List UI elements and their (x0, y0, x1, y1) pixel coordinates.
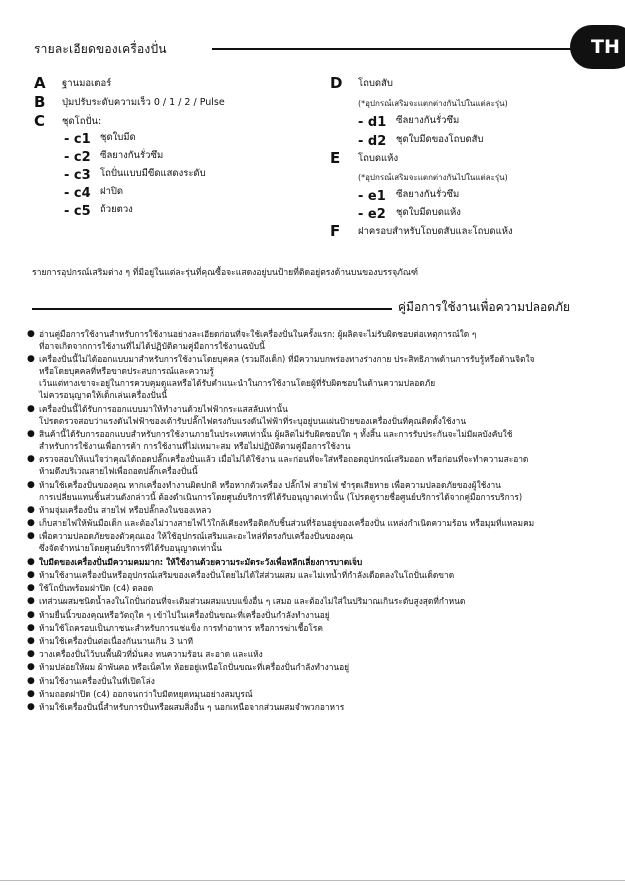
safety-bullet-item (27, 675, 605, 687)
part-note: (*อุปกรณ์เสริมจะแตกต่างกันไปในแต่ละรุ่น) (358, 173, 508, 182)
safety-bullet-item (27, 688, 605, 700)
safety-bullet-item (27, 635, 605, 647)
subpart-code: - c1 (64, 132, 91, 147)
safety-bullet-item (27, 648, 605, 660)
bullet-dot: ● (27, 518, 35, 529)
bullet-line: ห้ามจุ่มเครื่องปั่น สายไฟ หรือปลั๊กลงในของเหลว (39, 505, 212, 515)
subpart-label: ชุดใบมีด (100, 132, 136, 143)
bullet-line: เครื่องปั่นนี้ได้รับการออกแบบมาให้ทำงานด้วยไฟฟ้ากระแสสลับเท่านั้น (39, 403, 288, 414)
part-e (330, 148, 399, 167)
part-letter: A (34, 74, 46, 92)
subpart-e2 (358, 203, 461, 222)
bullet-dot: ● (27, 635, 35, 646)
safety-bullet-item (27, 328, 605, 352)
safety-bullet-item (27, 661, 605, 673)
safety-bullet-item (27, 582, 605, 594)
page-bottom-edge (0, 880, 625, 881)
part-note: (*อุปกรณ์เสริมจะแตกต่างกันไปในแต่ละรุ่น) (358, 99, 508, 108)
subpart-label: ฝาปิด (100, 186, 124, 197)
bullet-line: วางเครื่องปั่นไว้บนพื้นผิวที่มั่นคง ทนความร้อน สะอาด และแห้ง (39, 649, 263, 660)
subpart-d1 (358, 111, 460, 130)
bullet-dot: ● (27, 354, 35, 365)
bullet-line: ใบมีดของเครื่องปั่นมีความคมมาก: ให้ใช้งานด้วยความระมัดระวังเพื่อหลีกเลี่ยงการบาดเจ็บ (39, 556, 363, 567)
bullet-dot: ● (27, 454, 35, 465)
bullet-line: ห้ามปล่อยให้ผม ผ้าพันคอ หรือเน็คไท ห้อยอยู่เหนือโถปั่นขณะที่เครื่องปั่นกำลังทำงานอยู่ (39, 662, 350, 673)
bullet-line: ห้ามใช้เครื่องปั่นนี้สำหรับการปั่นหรือผสมสิ่งอื่น ๆ นอกเหนือจากส่วนผสมจำพวกอาหาร (39, 701, 345, 712)
safety-bullet-item (27, 353, 605, 401)
subpart-c5 (64, 200, 133, 219)
part-d (330, 73, 393, 92)
subpart-code: - e2 (358, 207, 386, 222)
safety-bullet-item (27, 701, 605, 713)
bullet-dot: ● (27, 403, 35, 414)
safety-bullet-item (27, 609, 605, 621)
subpart-code: - c4 (64, 186, 91, 201)
subpart-label: ถ้วยตวง (100, 204, 133, 215)
bullet-line: ห้ามดึงบริเวณสายไฟเพื่อถอดปลั๊กเครื่องปั่นนี้ (39, 466, 198, 477)
subpart-code: - d1 (358, 115, 387, 130)
bullet-dot: ● (27, 622, 35, 633)
part-letter: F (330, 222, 341, 240)
safety-bullet-item (27, 517, 605, 529)
bullet-line: ซึ่งจัดจำหน่ายโดยศูนย์บริการที่ได้รับอนุญาตเท่านั้น (39, 543, 223, 554)
bullet-line: ตรวจสอบให้แน่ใจว่าคุณได้ถอดปลั๊กเครื่องปั่นแล้ว เมื่อไม่ได้ใช้งาน และก่อนที่จะใส่หรือถอดอุปกรณ์เสริมออก หรือก่อนที่จะทำความสะอาด (39, 454, 529, 465)
subpart-label: ซีลยางกันรั่วซึม (396, 189, 460, 200)
bullet-dot: ● (27, 531, 35, 542)
bullet-dot: ● (27, 429, 35, 440)
bullet-line: อ่านคู่มือการใช้งานสำหรับการใช้งานอย่างละเอียดก่อนที่จะใช้เครื่องปั่นในครั้งแรก: ผู้ผลิตจะไม่รับผิดชอบต่อเหตุการณ์ใด ๆ (39, 329, 477, 339)
bullet-line: สินค้านี้ได้รับการออกแบบสำหรับการใช้งานภายในประเทศเท่านั้น ผู้ผลิตไม่รับผิดชอบใด ๆ ทั้งสิ้น และการรับประกันจะไม่มีผลบังคับใช้ (39, 429, 513, 440)
bullet-line: การเปลี่ยนแทนชิ้นส่วนดังกล่าวนี้ ต้องดำเนินการโดยศูนย์บริการที่ได้รับอนุญาตเท่านั้น (โปรดดูรายชื่อศูนย์บริการได้จากคู่มือการบริการ) (39, 491, 523, 502)
language-badge: TH (570, 25, 625, 69)
safety-bullet-item (27, 453, 605, 477)
accessory-note: รายการอุปกรณ์เสริมต่าง ๆ ที่มีอยู่ในแต่ละรุ่นที่คุณซื้อจะแสดงอยู่บนป้ายที่ติดอยู่ตรงด้านบนของบรรจุภัณฑ์ (32, 268, 418, 278)
bullet-dot: ● (27, 701, 35, 712)
bullet-dot: ● (27, 569, 35, 580)
safety-rule (32, 308, 392, 310)
subpart-c3 (64, 164, 206, 183)
bullet-line: ห้ามใช้งานเครื่องปั่นหรืออุปกรณ์เสริมของเครื่องปั่นโดยไม่ได้ใส่ส่วนผสม และไม่เทน้ำที่กำลังเดือดลงในโถปั่นเด็ดขาด (39, 569, 455, 580)
subpart-c4 (64, 182, 124, 201)
bullet-line: เก็บสายไฟให้พ้นมือเด็ก และต้องไม่วางสายไฟไว้ใกล้เคียงหรือติดกับชิ้นส่วนที่ร้อนอยู่ของเครื่องปั่น แหล่งกำเนิดความร้อน หรือมุมที่แหลมคม (39, 518, 535, 529)
subpart-c2 (64, 146, 164, 165)
bullet-dot: ● (27, 596, 35, 607)
bullet-dot: ● (27, 556, 35, 567)
subpart-code: - e1 (358, 189, 386, 204)
bullet-line: ห้ามใช้โถครอบเป็นภาชนะสำหรับการแช่แข็ง การทำอาหาร หรือการฆ่าเชื้อโรค (39, 622, 323, 633)
subpart-e1 (358, 185, 460, 204)
subpart-code: - c2 (64, 150, 91, 165)
bullet-dot: ● (27, 649, 35, 660)
safety-bullet-item (27, 428, 605, 452)
bullet-dot: ● (27, 662, 35, 673)
part-f (330, 221, 513, 240)
part-letter: E (330, 149, 341, 167)
subpart-label: ชุดใบมีดบดแห้ง (396, 207, 461, 218)
part-a (34, 73, 112, 92)
bullet-line: ห้ามถอดฝาปิด (c4) ออกจนกว่าใบมีดหยุดหมุนอย่างสมบูรณ์ (39, 688, 253, 699)
bullet-line: เว้นแต่ทางเขาจะอยู่ในการควบคุมดูแลหรือได้รับคำแนะนำในการใช้งานโดยผู้ที่รับผิดชอบในด้านความปลอดภัย (39, 378, 436, 389)
bullet-dot: ● (27, 688, 35, 699)
bullet-line: ที่อาจเกิดจากการใช้งานที่ไม่ได้ปฏิบัติตามคู่มือการใช้งานฉบับนี้ (39, 341, 265, 351)
part-label: โถบดแห้ง (358, 153, 399, 164)
part-label: ปุ่มปรับระดับความเร็ว 0 / 1 / 2 / Pulse (62, 97, 225, 108)
subpart-d2 (358, 130, 484, 149)
part-label: ชุดโถปั่น: (62, 116, 102, 127)
bullet-line: เครื่องปั่นนี้ไม่ได้ออกแบบมาสำหรับการใช้งานโดยบุคคล (รวมถึงเด็ก) ที่มีความบกพร่องทางร่างกาย ประสิทธิภาพด้านการรับรู้หรือด้านจิตใจ (39, 354, 535, 365)
bullet-line: ใช้โถปั่นพร้อมฝาปิด (c4) ตลอด (39, 583, 154, 594)
title-rule (212, 48, 578, 50)
safety-bullet-item (27, 622, 605, 634)
bullet-line: ห้ามยื่นนิ้วของคุณหรือวัตถุใด ๆ เข้าไปในเครื่องปั่นขณะที่เครื่องปั่นกำลังทำงานอยู่ (39, 609, 330, 620)
subpart-label: ชุดใบมีดของโถบดสับ (396, 134, 484, 145)
part-b (34, 92, 225, 111)
safety-bullet-item (27, 504, 605, 516)
bullet-dot: ● (27, 675, 35, 686)
subpart-code: - d2 (358, 134, 387, 149)
bullet-dot: ● (27, 583, 35, 594)
subpart-code: - c3 (64, 168, 91, 183)
bullet-dot: ● (27, 609, 35, 620)
bullet-line: ห้ามใช้เครื่องปั่นต่อเนื่องกันนานเกิน 3 นาที (39, 635, 194, 646)
safety-bullet-item (27, 595, 605, 607)
safety-bullet-item (27, 569, 605, 581)
part-letter: B (34, 93, 46, 111)
bullet-line: ไม่ควรอนุญาตให้เด็กเล่นเครื่องปั่นนี้ (39, 390, 168, 401)
subpart-label: ซีลยางกันรั่วซึม (100, 150, 164, 161)
safety-bullet-item (27, 403, 605, 427)
subpart-label: ซีลยางกันรั่วซึม (396, 115, 460, 126)
subpart-label: โถปั่นแบบมีขีดแสดงระดับ (100, 168, 206, 179)
bullet-line: ห้ามใช้งานเครื่องปั่นในที่เปิดโล่ง (39, 675, 155, 686)
part-label: ฝาครอบสำหรับโถบดสับและโถบดแห้ง (358, 226, 513, 237)
part-label: โถบดสับ (358, 78, 393, 89)
section-title: รายละเอียดของเครื่องปั่น (34, 42, 167, 56)
part-letter: D (330, 74, 343, 92)
safety-title: คู่มือการใช้งานเพื่อความปลอดภัย (398, 300, 570, 314)
bullet-line: โปรดตรวจสอบว่าแรงดันไฟฟ้าของเต้ารับปลั๊กไฟตรงกับแรงดันไฟฟ้าที่ระบุอยู่บนแผ่นป้ายของเครื่องปั่นที่คุณติดตั้งใช้งาน (39, 415, 467, 426)
bullet-dot: ● (27, 479, 35, 490)
bullet-line: สำหรับการใช้งานเพื่อการค้า การใช้งานที่ไม่เหมาะสม หรือไม่ปฏิบัติตามคู่มือการใช้งาน (39, 441, 351, 452)
subpart-code: - c5 (64, 204, 91, 219)
subpart-c1 (64, 128, 136, 147)
part-label: ฐานมอเตอร์ (62, 78, 112, 89)
part-c (34, 111, 102, 130)
bullet-dot: ● (27, 505, 35, 515)
bullet-line: เทส่วนผสมชนิดน้ำลงในโถปั่นก่อนที่จะเติมส่วนผสมแบบแข็งอื่น ๆ เสมอ และต้องไม่ใส่ในปริมาณเกินระดับสูงสุดที่กำหนด (39, 596, 466, 607)
part-letter: C (34, 112, 46, 130)
bullet-dot: ● (27, 329, 35, 339)
safety-bullet-item (27, 556, 605, 568)
bullet-line: หรือโดยบุคคลที่หรือขาดประสบการณ์และความรู้ (39, 366, 214, 377)
bullet-line: ห้ามใช้เครื่องปั่นของคุณ หากเครื่องทำงานผิดปกติ หรือหากตัวเครื่อง ปลั๊กไฟ สายไฟ ชำรุดเสียหาย เพื่อความปลอดภัยของผู้ใช้งาน (39, 479, 501, 490)
bullet-line: เพื่อความปลอดภัยของตัวคุณเอง ให้ใช้อุปกรณ์เสริมและอะไหล่ที่ตรงกับเครื่องปั่นของคุณ (39, 531, 354, 542)
safety-bullet-item (27, 530, 605, 554)
safety-bullet-item (27, 479, 605, 503)
